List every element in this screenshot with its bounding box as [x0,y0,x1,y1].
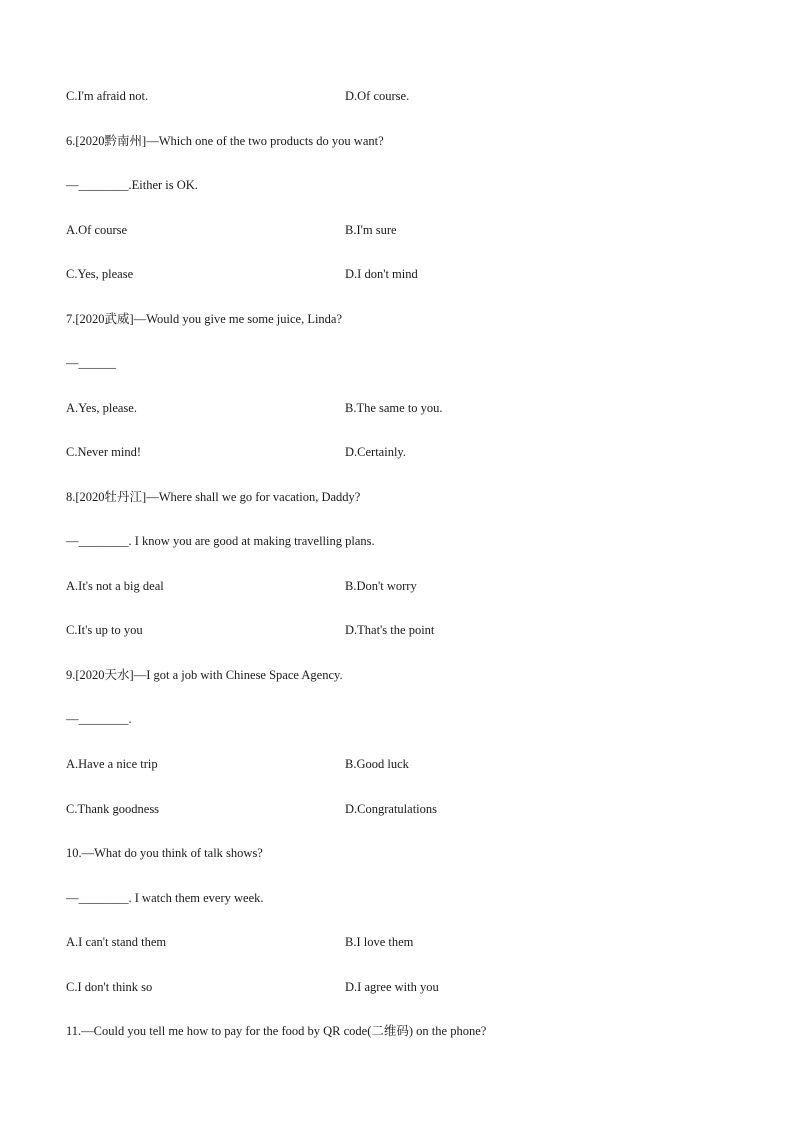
answer-blank-9: —________. [66,712,132,726]
option-row [66,756,626,772]
answer-blank-10: —________. I watch them every week. [66,891,264,905]
option-row [66,801,626,817]
option-b: B.Don't worry [345,579,417,593]
option-a: A.Of course [66,223,128,237]
option-row [66,444,626,460]
option-a: A.It's not a big deal [66,579,164,593]
question-10: 10.—What do you think of talk shows? [66,846,263,860]
question-11: 11.—Could you tell me how to pay for the food by QR code(二维码) on the phone? [66,1024,487,1038]
option-c: C.It's up to you [66,623,143,637]
option-c: C.Never mind! [66,445,141,459]
option-d: D.Certainly. [345,445,406,459]
option-c: C.I don't think so [66,980,153,994]
option-row [66,979,626,995]
option-row [66,934,626,950]
option-b: B.Good luck [345,757,409,771]
option-d: D.I agree with you [345,980,439,994]
answer-blank-6: —________.Either is OK. [66,178,198,192]
option-b: B.I'm sure [345,223,397,237]
option-c: C.I'm afraid not. [66,89,149,103]
option-a: A.I can't stand them [66,935,167,949]
option-row [66,88,626,104]
option-c: C.Yes, please [66,267,134,281]
option-d: D.That's the point [345,623,435,637]
option-row [66,578,626,594]
option-a: A.Yes, please. [66,401,137,415]
answer-blank-8: —________. I know you are good at making travelling plans. [66,534,375,548]
option-c: C.Thank goodness [66,802,160,816]
question-8: 8.[2020牡丹江]—Where shall we go for vacation, Daddy? [66,490,361,504]
option-row [66,622,626,638]
option-a: A.Have a nice trip [66,757,158,771]
option-d: D.I don't mind [345,267,418,281]
question-7: 7.[2020武威]—Would you give me some juice, Linda? [66,312,343,326]
option-d: D.Congratulations [345,802,438,816]
option-row [66,222,626,238]
question-6: 6.[2020黔南州]—Which one of the two products do you want? [66,134,384,148]
option-d: D.Of course. [345,89,410,103]
answer-blank-7: —______ [66,356,116,370]
option-row [66,266,626,282]
option-b: B.The same to you. [345,401,443,415]
option-row [66,400,626,416]
option-b: B.I love them [345,935,414,949]
question-9: 9.[2020天水]—I got a job with Chinese Space Agency. [66,668,343,682]
